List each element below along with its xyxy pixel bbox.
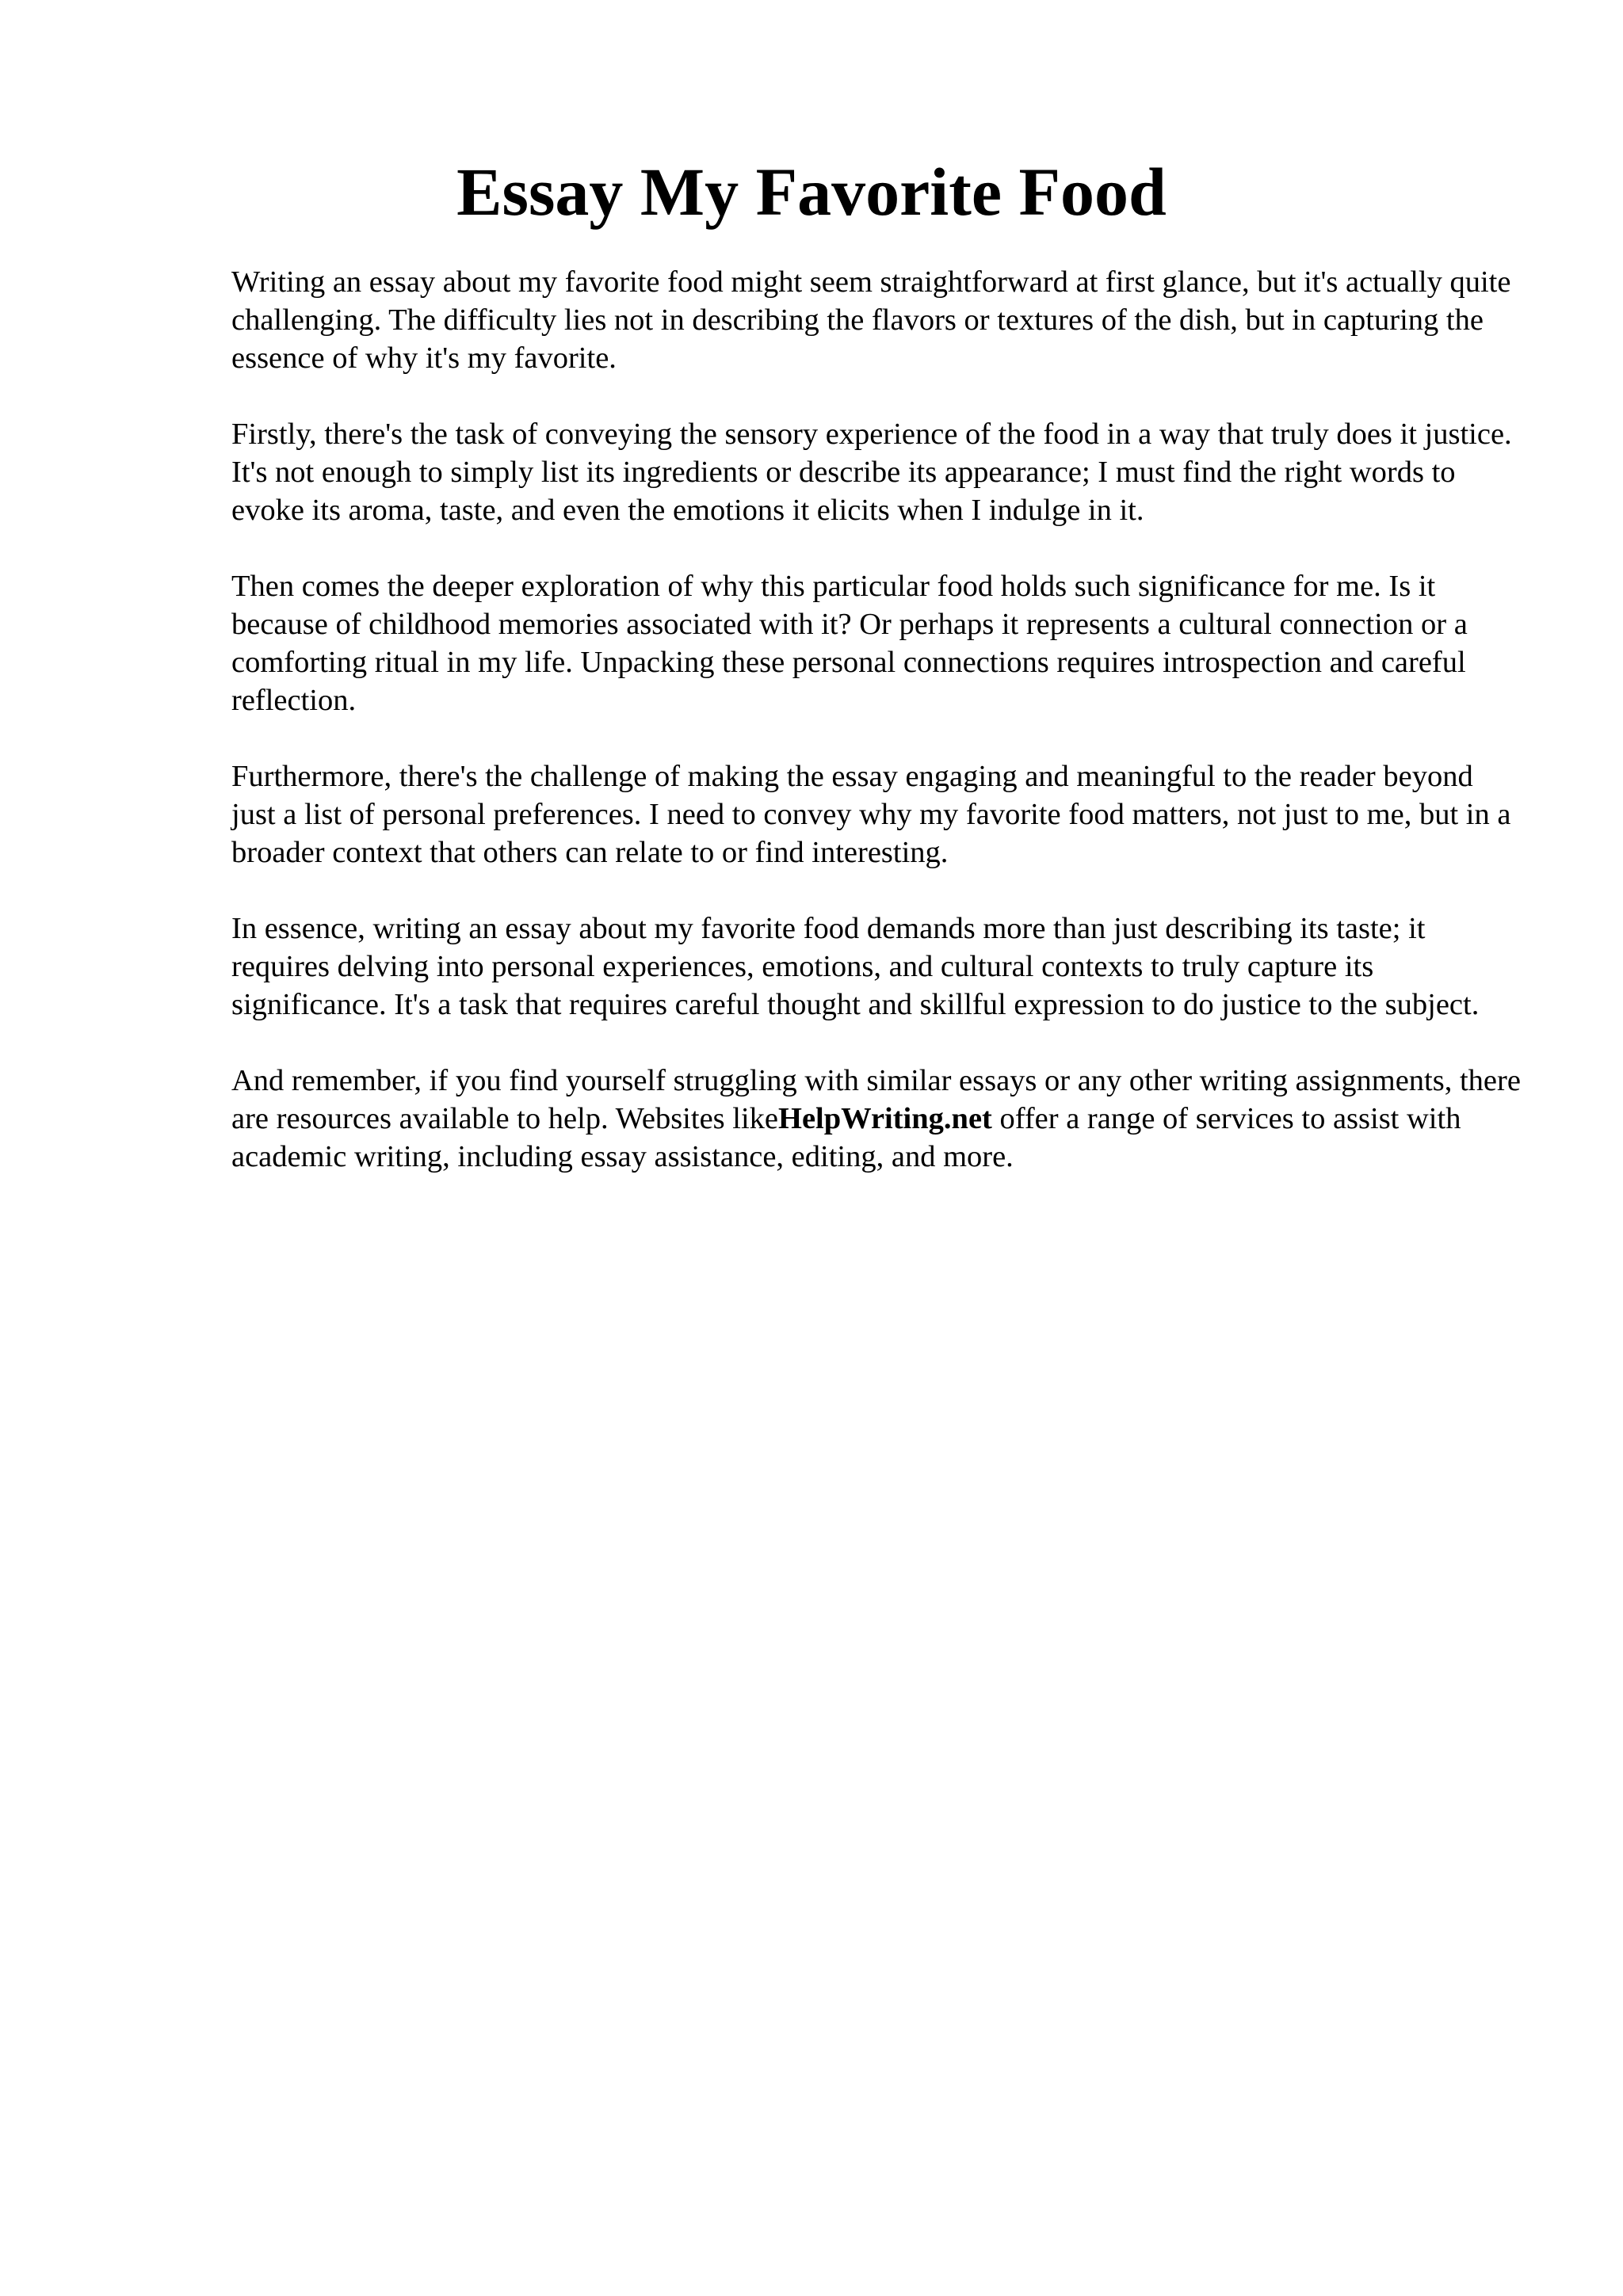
paragraph-1: Writing an essay about my favorite food might seem straightforward at first glance, but it's actually quite challenging. The difficulty lies not in describing the flavors or textures of the dish, but in capturing the essence of why it's my favorite. xyxy=(231,265,1511,375)
paragraph-3: Then comes the deeper exploration of why this particular food holds such significance for me. Is it because of childhood memories associated with it? Or perhaps it represents a cultural connection or a comforting ritual in my life. Unpacking these personal connections requires introspection and careful reflection. xyxy=(231,570,1468,717)
paragraph-4: Furthermore, there's the challenge of making the essay engaging and meaningful to the reader beyond just a list of personal preferences. I need to convey why my favorite food matters, not just to me, but in a broader context that others can relate to or find interesting. xyxy=(231,760,1511,869)
paragraph-5: In essence, writing an essay about my favorite food demands more than just describing its taste; it requires delving into personal experiences, emotions, and cultural contexts to truly capture its significance. It's a task that requires careful thought and skillful expression to do justice to the subject. xyxy=(231,912,1480,1021)
paragraph-2: Firstly, there's the task of conveying the sensory experience of the food in a way that truly does it justice. It's not enough to simply list its ingredients or describe its appearance; I must find the right words to evoke its aroma, taste, and even the emotions it elicits when I indulge in it. xyxy=(231,418,1512,527)
closing-text-before: And remember, if you find yourself struggling with similar essays or any other writing assignments, there are resources available to help. Websites like xyxy=(231,1064,1521,1135)
closing-text-after: offer a range of services to assist with academic writing, including essay assistance, editing, and more. xyxy=(231,1102,1461,1173)
closing-paragraph xyxy=(231,1062,1523,1176)
essay-body xyxy=(231,263,1523,1214)
page-title: Essay My Favorite Food xyxy=(456,154,1167,230)
brand-name: HelpWriting.net xyxy=(778,1102,992,1135)
